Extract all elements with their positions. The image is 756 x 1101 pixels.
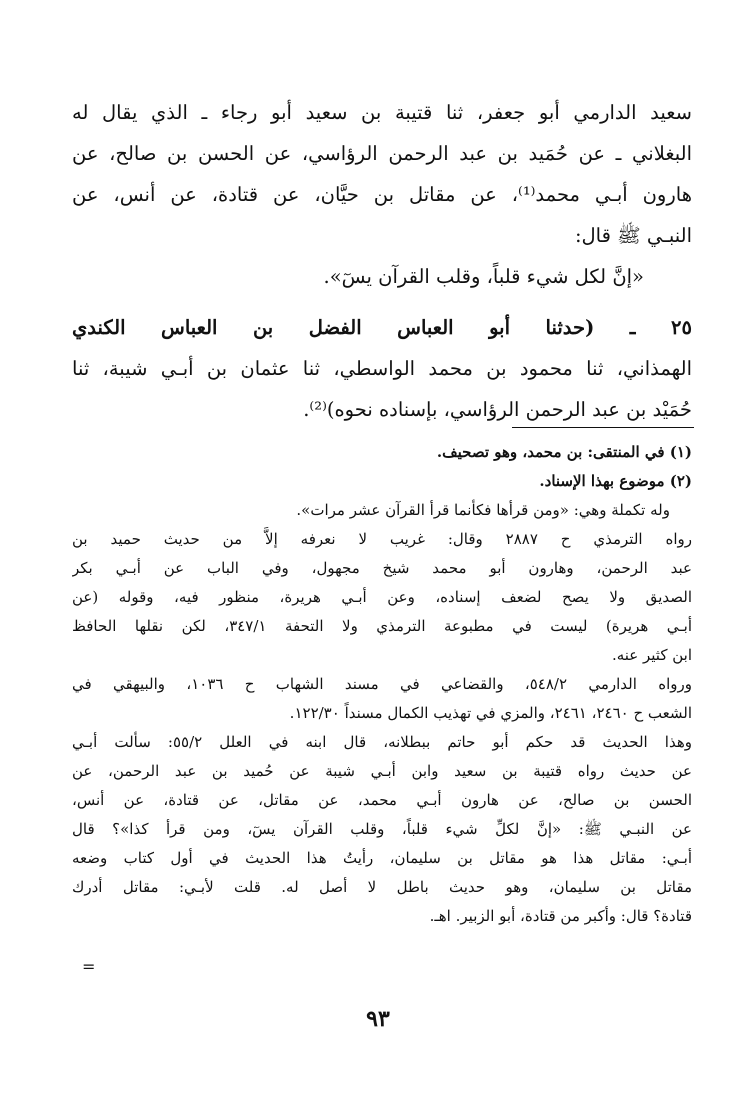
continuation-mark: = [82, 957, 96, 976]
text-line: سعيد الدارمي أبو جعفر، ثنا قتيبة بن سعيد أبو رجاء ـ الذي يقال له [72, 101, 692, 124]
main-text [72, 92, 692, 430]
footnote-line: عن النبـي ﷺ: «إنَّ لكلِّ شيء قلباً، وقلب القرآن يسٓ، ومن قرأ كذا»؟ قال [72, 820, 692, 838]
footnote-line: عن حديث رواه قتيبة بن سعيد وابن أبـي شيبة عن حُميد بن عبد الرحمن، عن [72, 762, 692, 780]
text-line: البغلاني ـ عن حُمَيد بن عبد الرحمن الرؤاسي، عن الحسن بن صالح، عن [72, 142, 692, 165]
footnote-2: (٢) موضوع بهذا الإسناد. [539, 472, 692, 490]
footnote-line: ورواه الدارمي ٥٤٨/٢، والقضاعي في مسند الشهاب ح ١٠٣٦، والبيهقي في [72, 675, 692, 693]
footnote-line: عبد الرحمن، وهارون أبو محمد شيخ مجهول، وفي الباب عن أبـي بكر [72, 559, 692, 577]
text-line: الهمذاني، ثنا محمود بن محمد الواسطي، ثنا عثمان بن أبـي شيبة، ثنا [72, 357, 692, 380]
footnotes [72, 438, 692, 931]
footnote-line: ابن كثير عنه. [611, 646, 692, 664]
footnote-line: مقاتل بن سليمان، وهو حديث باطل لا أصل له. قلت لأبـي: مقاتل أدرك [72, 878, 692, 896]
footnote-line: الشعب ح ٢٤٦٠، ٢٤٦١، والمزي في تهذيب الكمال مسنداً ١٢٢/٣٠. [289, 704, 692, 722]
footnote-divider [512, 427, 694, 428]
footnote-line: قتادة؟ قال: وأكبر من قتادة، أبو الزبير. اهـ. [429, 907, 692, 925]
footnote-line: أبـي: مقاتل هذا هو مقاتل بن سليمان، رأيتُ هذا الحديث في أول كتاب وضعه [72, 849, 692, 867]
hadith-quote: «إنَّ لكل شيء قلباً، وقلب القرآن يسٓ». [323, 265, 644, 288]
page-number: ٩٣ [366, 1006, 390, 1032]
text-line: حُمَيْد بن عبد الرحمن الرؤاسي، بإسناده نحوه)⁽²⁾. [303, 398, 692, 421]
text-line: هارون أبـي محمد⁽¹⁾، عن مقاتل بن حيَّان، عن قتادة، عن أنس، عن [72, 183, 692, 206]
footnote-line: وهذا الحديث قد حكم أبو حاتم ببطلانه، قال ابنه في العلل ٥٥/٢: سألت أبـي [72, 733, 692, 751]
text-line: النبـي ﷺ قال: [574, 224, 692, 247]
footnote-line: الصديق ولا يصح لضعف إسناده، وعن أبـي هريرة، منظور فيه، وقوله (عن [72, 588, 692, 606]
hadith-25-heading: ٢٥ ـ (حدثنا أبو العباس الفضل بن العباس الكندي [72, 316, 692, 339]
footnote-line: الحسن بن صالح، عن هارون أبـي محمد، عن مقاتل، عن قتادة، عن أنس، [72, 791, 692, 809]
footnote-line: وله تكملة وهي: «ومن قرأها فكأنما قرأ القرآن عشر مرات». [296, 501, 670, 519]
footnote-1: (١) في المنتقى: بن محمد، وهو تصحيف. [436, 443, 692, 461]
footnote-line: أبـي هريرة) ليست في مطبوعة الترمذي ولا التحفة ٣٤٧/١، لكن نقلها الحافظ [72, 617, 692, 635]
footnote-line: رواه الترمذي ح ٢٨٨٧ وقال: غريب لا نعرفه إلاَّ من حديث حميد بن [72, 530, 692, 548]
